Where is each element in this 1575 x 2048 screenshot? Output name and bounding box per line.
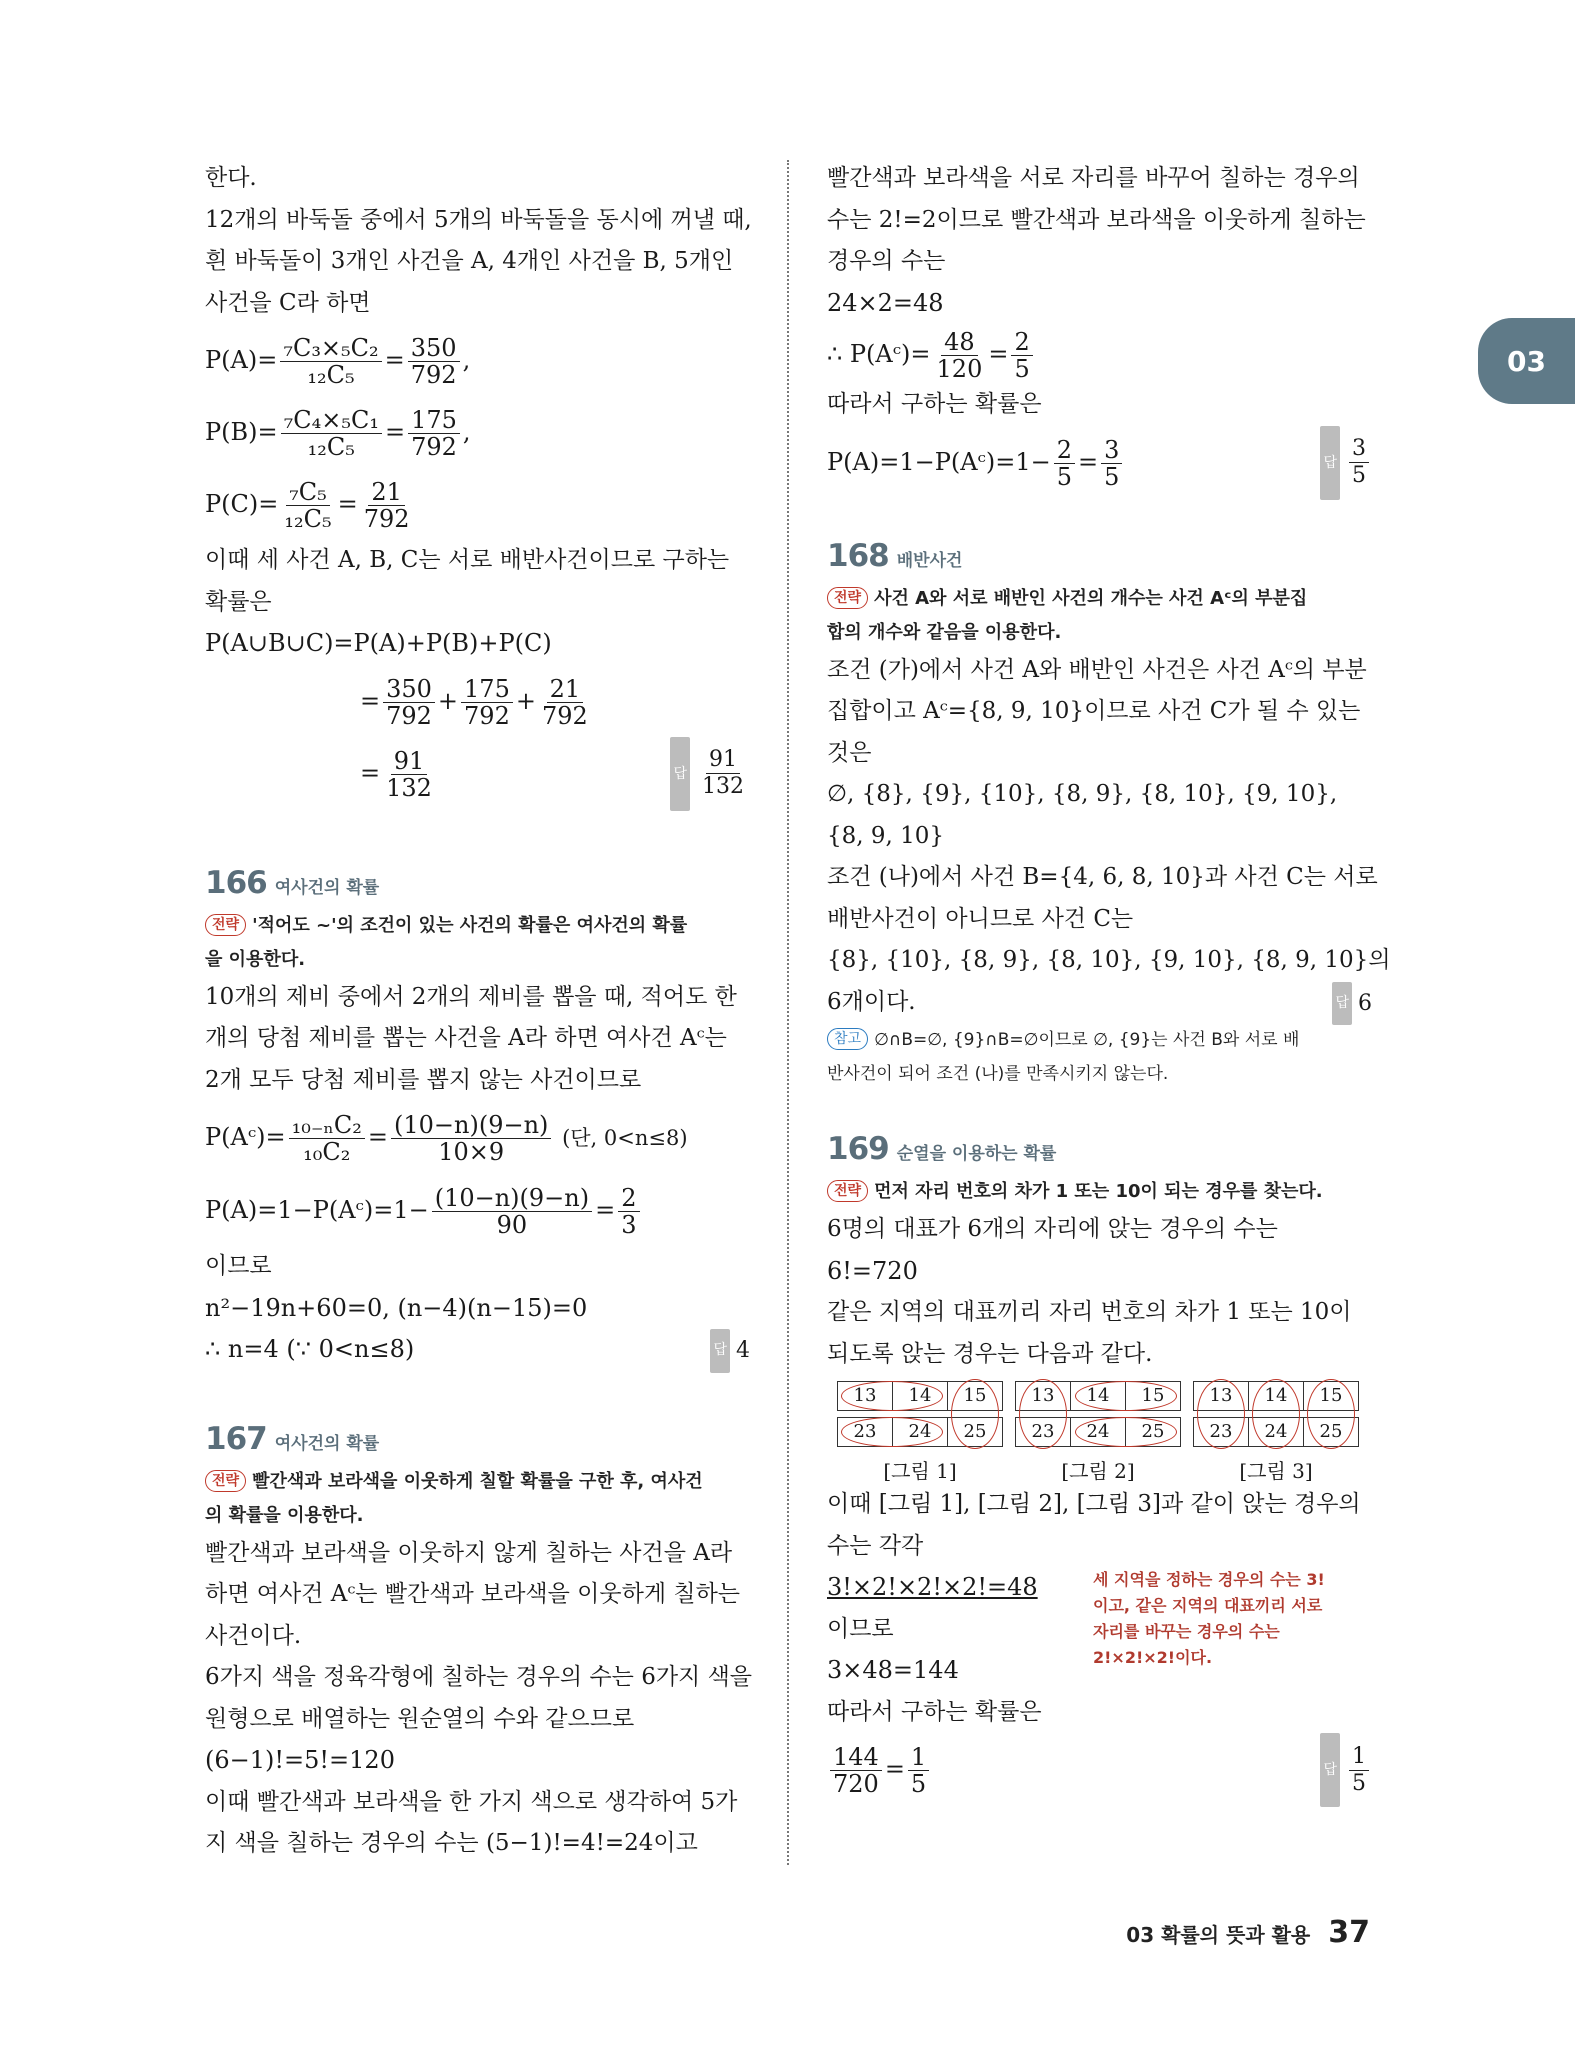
text-line: 하면 여사건 Aᶜ는 빨간색과 보라색을 이웃하게 칠하는 <box>205 1581 741 1607</box>
chapter-tab: 03 <box>1478 318 1575 404</box>
seat-cell: 23 <box>1194 1418 1249 1446</box>
seat-cell: 25 <box>1319 1421 1343 1442</box>
seat-cell: 13 <box>1016 1382 1071 1410</box>
seat-cell: 15 <box>1319 1385 1343 1406</box>
seat-cell: 14 <box>1071 1382 1126 1410</box>
seat-cell: 13 <box>1194 1382 1249 1410</box>
pair-ellipse <box>1197 1379 1245 1449</box>
text-line: 6명의 대표가 6개의 자리에 앉는 경우의 수는 <box>827 1216 1278 1242</box>
union-result: = $\frac{91}{132}$ 답 $\frac{91}{132}$ <box>205 737 750 809</box>
text-line: 따라서 구하는 확률은 <box>827 1698 1042 1725</box>
equation-pac-167: ∴ P(Aᶜ)= $\frac{48}{120}$ = $\frac{2}{5}$ <box>827 324 1372 384</box>
pair-ellipse <box>1075 1381 1177 1411</box>
text-line: 이때 [그림 1], [그림 2], [그림 3]과 같이 앉는 경우의 <box>827 1491 1361 1517</box>
pair-ellipse <box>841 1381 943 1411</box>
seat-cell: 23 <box>1016 1418 1071 1446</box>
pair-ellipse <box>951 1379 999 1449</box>
text-line: 집합이고 Aᶜ={8, 9, 10}이므로 사건 C가 될 수 있는 <box>827 698 1361 724</box>
note-168: 참고 ∅∩B=∅, {9}∩B=∅이므로 ∅, {9}는 사건 B와 서로 배 <box>827 1023 1372 1057</box>
union-sum: = $\frac{350}{792}$ + $\frac{175}{792}$ + $\frac{21}{792}$ <box>360 674 588 730</box>
strategy-169: 전략 먼저 자리 번호의 차가 1 또는 10이 되는 경우를 찾는다. <box>827 1175 1372 1209</box>
text-line: 6!=720 <box>827 1256 918 1285</box>
pair-ellipse <box>841 1417 943 1447</box>
text-line: 같은 지역의 대표끼리 자리 번호의 차가 1 또는 10이 <box>827 1299 1352 1325</box>
seat-cell: 24 <box>893 1418 948 1446</box>
answer-165: 답 $\frac{91}{132}$ <box>670 737 750 811</box>
answer-166: 답 4 <box>710 1329 750 1373</box>
pair-ellipse <box>1019 1379 1067 1449</box>
seat-cell: 24 <box>1071 1418 1126 1446</box>
pair-ellipse <box>1307 1379 1355 1449</box>
text-line: 한다. <box>205 165 257 191</box>
seat-figure-3 <box>1193 1381 1359 1484</box>
text-line: 2개 모두 당첨 제비를 뽑지 않는 사건이므로 <box>205 1066 642 1093</box>
strategy-168: 전략 사건 A와 서로 배반인 사건의 개수는 사건 Aᶜ의 부분집 <box>827 582 1372 616</box>
calc-block <box>827 1567 1372 1692</box>
strategy-167: 전략 빨간색과 보라색을 이웃하게 칠할 확률을 구한 후, 여사건 <box>205 1465 750 1499</box>
text-line: 조건 (나)에서 사건 B={4, 6, 8, 10}과 사건 C는 서로 <box>827 864 1378 890</box>
union-equation: P(A∪B∪C)=P(A)+P(B)+P(C) <box>205 629 552 657</box>
figure-caption: [그림 2] <box>1061 1459 1135 1483</box>
seat-cell: 13 <box>838 1382 893 1410</box>
text-line: {8, 9, 10} <box>827 822 945 849</box>
text-line: 배반사건이 아니므로 사건 C는 <box>827 905 1134 932</box>
equation-pa-166: P(A)=1−P(Aᶜ)=1− $\frac{(10-n)(9-n)}{90}$ = $\frac{2}{3}$ <box>205 1174 750 1246</box>
text-line: 확률은 <box>205 588 272 615</box>
strategy-166-cont: 을 이용한다. <box>205 948 306 970</box>
text-line: 지 색을 칠하는 경우의 수는 (5−1)!=4!=24이고 <box>205 1830 698 1856</box>
text-line: 경우의 수는 <box>827 248 946 274</box>
answer-169: 답 $\frac{1}{5}$ <box>1320 1733 1372 1807</box>
text-line: 개의 당첨 제비를 뽑는 사건을 A라 하면 여사건 Aᶜ는 <box>205 1025 727 1051</box>
text-line: 사건을 C라 하면 <box>205 289 371 316</box>
seat-cell: 14 <box>893 1382 948 1410</box>
seat-figure-1 <box>837 1381 1003 1484</box>
section-169-header: 169 순열을 이용하는 확률 <box>827 1131 1057 1167</box>
equation-final-169: $\frac{144}{720}$ = $\frac{1}{5}$ 답 $\frac{1}{5}$ <box>827 1733 1372 1805</box>
right-column <box>827 158 1391 1805</box>
note-168-cont: 반사건이 되어 조건 (나)를 만족시키지 않는다. <box>827 1064 1169 1084</box>
section-167-header: 167 여사건의 확률 <box>205 1420 380 1457</box>
seat-cell: 24 <box>1249 1418 1304 1446</box>
page-number: 37 <box>1328 1915 1370 1950</box>
text-line: 수는 2!=2이므로 빨간색과 보라색을 이웃하게 칠하는 <box>827 206 1366 233</box>
text-line: 이므로 <box>827 1615 894 1642</box>
text-line: n²−19n+60=0, (n−4)(n−15)=0 <box>205 1293 588 1322</box>
strategy-166: 전략 '적어도 ~'의 조건이 있는 사건의 확률은 여사건의 확률 <box>205 909 750 943</box>
seat-cell: 15 <box>1141 1385 1165 1406</box>
text-line: 빨간색과 보라색을 이웃하지 않게 칠하는 사건을 A라 <box>205 1539 733 1566</box>
seat-figure-2 <box>1015 1381 1181 1484</box>
answer-167: 답 $\frac{3}{5}$ <box>1320 426 1372 500</box>
seat-figures <box>837 1381 1372 1484</box>
seat-cell: 15 <box>963 1385 987 1406</box>
text-line: 되도록 앉는 경우는 다음과 같다. <box>827 1340 1153 1367</box>
seat-cell: 23 <box>838 1418 893 1446</box>
text-line: 빨간색과 보라색을 서로 자리를 바꾸어 칠하는 경우의 <box>827 165 1360 191</box>
equation-pa: P(A)= $\frac{\text{₇C₃×₅C₂}}{\text{₁₂C₅}}$ = $\frac{350}{792}$ , <box>205 334 471 389</box>
strategy-167-cont: 의 확률을 이용한다. <box>205 1504 364 1526</box>
page-footer <box>1126 1915 1370 1950</box>
figure-caption: [그림 3] <box>1239 1459 1313 1483</box>
left-column <box>205 158 753 1865</box>
calc-line: 3!×2!×2!×2!=48 <box>827 1573 1038 1601</box>
section-168-header: 168 배반사건 <box>827 537 963 574</box>
text-line: ∅, {8}, {9}, {10}, {8, 9}, {8, 10}, {9, 10}, <box>827 781 1338 807</box>
footer-title: 03 확률의 뜻과 활용 <box>1126 1923 1311 1947</box>
equation-final-167: P(A)=1−P(Aᶜ)=1− $\frac{2}{5}$ = $\frac{3}{5}$ 답 $\frac{3}{5}$ <box>827 426 1372 498</box>
figure-caption: [그림 1] <box>883 1459 957 1483</box>
text-line: 24×2=48 <box>827 288 944 317</box>
column-divider <box>787 160 789 1865</box>
text-line: 이때 세 사건 A, B, C는 서로 배반사건이므로 구하는 <box>205 547 730 573</box>
text-line: 따라서 구하는 확률은 <box>827 391 1042 417</box>
pair-ellipse <box>1075 1417 1177 1447</box>
text-line: 조건 (가)에서 사건 A와 배반인 사건은 사건 Aᶜ의 부분 <box>827 656 1367 683</box>
text-line: 원형으로 배열하는 원순열의 수와 같으므로 <box>205 1705 635 1732</box>
seat-cell: 25 <box>963 1421 987 1442</box>
text-line: 6개이다. 답 6 <box>827 982 1372 1024</box>
text-line: 사건이다. <box>205 1622 302 1649</box>
text-line: ∴ n=4 (∵ 0<n≤8) 답 4 <box>205 1329 750 1371</box>
equation-pac: P(Aᶜ)= $\frac{\text{₁₀₋ₙC₂}}{\text{₁₀C₂}}$ = $\frac{(10-n)(9-n)}{10\times 9}$ (단, 0<n≤8) <box>205 1111 688 1166</box>
text-line: (6−1)!=5!=120 <box>205 1746 395 1774</box>
strategy-168-cont: 합의 개수와 같음을 이용한다. <box>827 621 1062 643</box>
text-line: 흰 바둑돌이 3개인 사건을 A, 4개인 사건을 B, 5개인 <box>205 248 734 274</box>
text-line: 12개의 바둑돌 중에서 5개의 바둑돌을 동시에 꺼낼 때, <box>205 206 752 233</box>
text-line: 수는 각각 <box>827 1532 924 1559</box>
text-line: 3×48=144 <box>827 1656 959 1684</box>
equation-pb: P(B)= $\frac{\text{₇C₄×₅C₁}}{\text{₁₂C₅}}$ = $\frac{175}{792}$ , <box>205 406 471 461</box>
side-note: 세 지역을 정하는 경우의 수는 3! 이고, 같은 지역의 대표끼리 서로 자리를 바꾸는 경우의 수는 2!×2!×2!이다. <box>1093 1570 1325 1667</box>
seat-cell: 25 <box>1141 1421 1165 1442</box>
text-line: 것은 <box>827 739 872 766</box>
text-line: 이므로 <box>205 1253 272 1279</box>
seat-cell: 14 <box>1249 1382 1304 1410</box>
text-line: 10개의 제비 중에서 2개의 제비를 뽑을 때, 적어도 한 <box>205 983 737 1010</box>
pair-ellipse <box>1252 1379 1300 1449</box>
text-line: {8}, {10}, {8, 9}, {8, 10}, {9, 10}, {8, 9, 10}의 <box>827 947 1391 973</box>
text-line: 이때 빨간색과 보라색을 한 가지 색으로 생각하여 5가 <box>205 1788 738 1815</box>
section-166-header: 166 여사건의 확률 <box>205 864 380 901</box>
equation-pc: P(C)= $\frac{\text{₇C₅}}{\text{₁₂C₅}}$ = $\frac{21}{792}$ <box>205 478 410 533</box>
answer-168: 답 6 <box>1332 982 1372 1026</box>
text-line: 6가지 색을 정육각형에 칠하는 경우의 수는 6가지 색을 <box>205 1664 753 1690</box>
